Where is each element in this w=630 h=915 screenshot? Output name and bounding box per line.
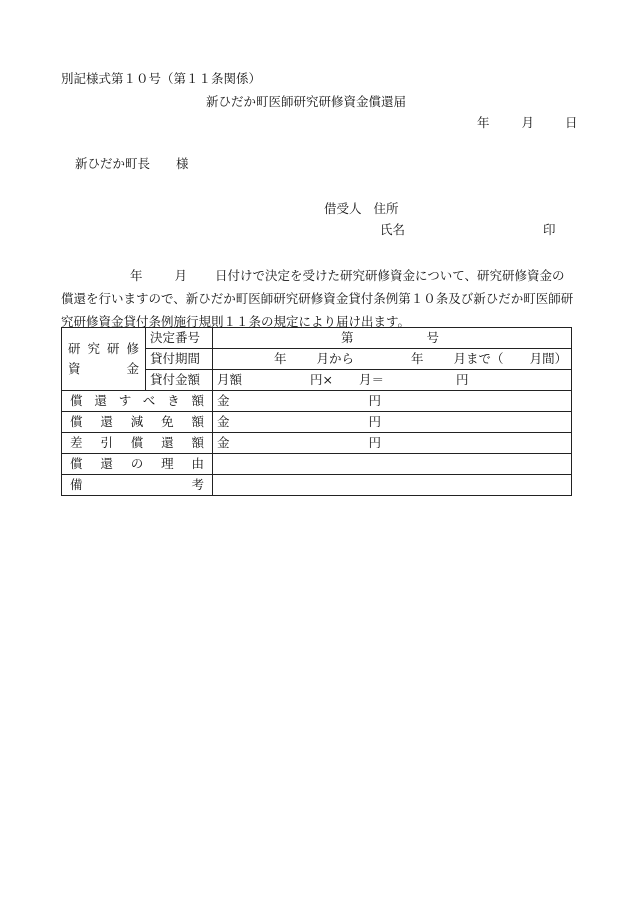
date-month-label: 月 bbox=[521, 115, 535, 130]
body-text: 日付けで決定を受けた研究研修資金について、研究研修資金の償還を行いますので、新ひだか町医師研究研修資金貸付条例第１０条及び新ひだか町医師研究研修資金貸付条例施行規則１１条の規定により届け出ます。 bbox=[61, 268, 574, 329]
repayment-reason-label: 償還の理由 bbox=[62, 454, 213, 475]
date-day-label: 日 bbox=[565, 115, 578, 130]
fund-label-cell: 研究研修 資金 bbox=[62, 328, 146, 391]
remarks-row bbox=[62, 475, 572, 496]
net-repayment-value: 金 円 bbox=[213, 433, 572, 454]
amount-exempt-row bbox=[62, 412, 572, 433]
addressee-name: 新ひだか町長 bbox=[75, 156, 151, 171]
addressee-honorific: 様 bbox=[176, 156, 189, 171]
net-repayment-row bbox=[62, 433, 572, 454]
decision-number-row bbox=[62, 328, 572, 349]
amount-due-row bbox=[62, 391, 572, 412]
addressee bbox=[75, 158, 189, 171]
date-line bbox=[477, 117, 578, 130]
loan-period-label: 貸付期間 bbox=[146, 349, 213, 370]
remarks-label: 備考 bbox=[62, 475, 213, 496]
amount-due-label: 償還すべき額 bbox=[62, 391, 213, 412]
amount-exempt-label: 償還減免額 bbox=[62, 412, 213, 433]
body-year: 年 bbox=[130, 268, 143, 283]
address-label: 住所 bbox=[373, 201, 399, 216]
borrower-address-line bbox=[324, 203, 399, 216]
amount-exempt-value: 金 円 bbox=[213, 412, 572, 433]
decision-number-label: 決定番号 bbox=[146, 328, 213, 349]
loan-amount-label: 貸付金額 bbox=[146, 370, 213, 391]
page-title: 新ひだか町医師研究研修資金償還届 bbox=[206, 94, 407, 109]
seal-mark: 印 bbox=[543, 222, 556, 237]
remarks-value bbox=[213, 475, 572, 496]
date-year-label: 年 bbox=[477, 115, 490, 130]
net-repayment-label: 差引償還額 bbox=[62, 433, 213, 454]
repayment-table bbox=[61, 327, 572, 496]
borrower-name-label: 氏名 bbox=[380, 222, 406, 237]
body-month: 月 bbox=[174, 268, 188, 283]
repayment-reason-row bbox=[62, 454, 572, 475]
decision-number-value: 第 号 bbox=[213, 328, 572, 349]
amount-due-value: 金 円 bbox=[213, 391, 572, 412]
loan-period-value: 年 月から 年 月まで（ 月間） bbox=[213, 349, 572, 370]
form-number: 別記様式第１０号（第１１条関係） bbox=[61, 71, 262, 86]
repayment-reason-value bbox=[213, 454, 572, 475]
loan-amount-value: 月額 円× 月＝ 円 bbox=[213, 370, 572, 391]
body-paragraph bbox=[61, 264, 575, 333]
borrower-label: 借受人 bbox=[324, 201, 362, 216]
